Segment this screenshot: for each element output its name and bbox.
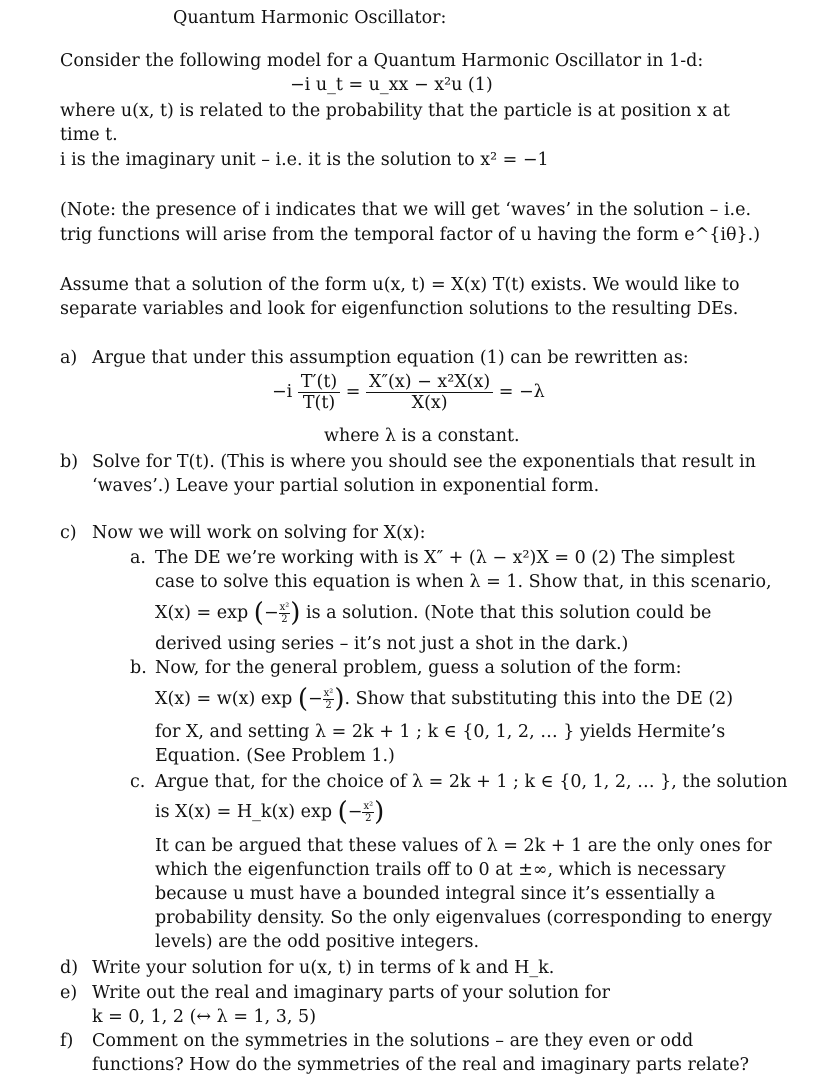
fraction-x xyxy=(366,372,493,413)
sub-b-exp-prefix: X(x) = w(x) exp xyxy=(155,689,293,709)
part-a-label: a) xyxy=(60,348,78,368)
part-b-label: b) xyxy=(60,452,79,472)
sub-c-line-4: which the eigenfunction trails off to 0 at ±∞, which is necessary xyxy=(155,860,726,880)
page-title: Quantum Harmonic Oscillator: xyxy=(173,8,447,28)
fraction-t-numerator: T′(t) xyxy=(298,372,340,393)
sub-c-line-2: is X(x) = H_k(x) exp (− $\frac{\text{x²}}{2}$ ) xyxy=(155,797,385,827)
part-f-line-1: Comment on the symmetries in the solutions – are they even or odd xyxy=(92,1031,694,1051)
gauss-numerator: x² xyxy=(279,602,290,613)
intro-line-3: time t. xyxy=(60,125,118,145)
gauss-numerator: x² xyxy=(363,801,374,812)
part-a-where: where λ is a constant. xyxy=(324,426,520,446)
sub-c-exp-prefix: is X(x) = H_k(x) exp xyxy=(155,802,333,822)
part-a-text: Argue that under this assumption equation (1) can be rewritten as: xyxy=(92,348,689,368)
sub-a-line-4: derived using series – it’s not just a shot in the dark.) xyxy=(155,634,629,654)
sub-b-exp-suffix: . Show that substituting this into the DE (2) xyxy=(344,689,734,709)
gauss-fraction xyxy=(362,801,374,824)
part-e-line-1: Write out the real and imaginary parts of your solution for xyxy=(92,983,611,1003)
intro-line-1: Consider the following model for a Quantum Harmonic Oscillator in 1-d: xyxy=(60,51,704,71)
sub-c-line-5: because u must have a bounded integral since it’s essentially a xyxy=(155,884,716,904)
sub-a-line-2: case to solve this equation is when λ = 1. Show that, in this scenario, xyxy=(155,572,772,592)
eq-prefix: −i xyxy=(272,382,293,402)
gauss-denominator: 2 xyxy=(281,614,288,625)
sub-b-line-2: X(x) = w(x) exp (− $\frac{\text{x²}}{2}$ ). Show that substituting this into the DE (2) xyxy=(155,684,734,714)
part-c-label: c) xyxy=(60,523,77,543)
sub-c-line-1: Argue that, for the choice of λ = 2k + 1 ; k ∈ {0, 1, 2, … }, the solution xyxy=(155,772,788,792)
sub-b-label: b. xyxy=(130,658,147,678)
sub-c-label: c. xyxy=(130,772,146,792)
eq-equals: = xyxy=(345,382,361,402)
sub-c-line-6: probability density. So the only eigenvalues (corresponding to energy xyxy=(155,908,773,928)
sub-c-line-3: It can be argued that these values of λ = 2k + 1 are the only ones for xyxy=(155,836,772,856)
part-b-line-2: ‘waves’.) Leave your partial solution in exponential form. xyxy=(92,476,600,496)
sub-a-label: a. xyxy=(130,548,146,568)
part-e-line-2: k = 0, 1, 2 (↔ λ = 1, 3, 5) xyxy=(92,1007,317,1027)
gauss-fraction xyxy=(279,602,291,625)
fraction-t xyxy=(298,372,340,413)
sub-b-line-1: Now, for the general problem, guess a solution of the form: xyxy=(155,658,682,678)
part-a-equation xyxy=(272,372,545,413)
intro-line-4: i is the imaginary unit – i.e. it is the solution to x² = −1 xyxy=(60,150,549,170)
part-c-intro: Now we will work on solving for X(x): xyxy=(92,523,426,543)
assume-line-2: separate variables and look for eigenfunction solutions to the resulting DEs. xyxy=(60,299,739,319)
part-f-label: f) xyxy=(60,1031,74,1051)
sub-b-line-4: Equation. (See Problem 1.) xyxy=(155,746,395,766)
fraction-t-denominator: T(t) xyxy=(302,393,336,413)
fraction-x-numerator: X″(x) − x²X(x) xyxy=(366,372,493,393)
fraction-x-denominator: X(x) xyxy=(411,393,448,413)
assume-line-1: Assume that a solution of the form u(x, t) = X(x) T(t) exists. We would like to xyxy=(60,275,740,295)
gauss-numerator: x² xyxy=(323,688,334,699)
part-d-text: Write your solution for u(x, t) in terms of k and H_k. xyxy=(92,958,555,978)
intro-line-2: where u(x, t) is related to the probability that the particle is at position x at xyxy=(60,101,730,121)
gauss-fraction xyxy=(323,688,335,711)
sub-a-line-3: X(x) = exp (− $\frac{\text{x²}}{2}$ ) is a solution. (Note that this solution could be xyxy=(155,598,712,628)
sub-a-exp-prefix: X(x) = exp xyxy=(155,603,249,623)
sub-c-line-7: levels) are the odd positive integers. xyxy=(155,932,480,952)
eq-rhs: = −λ xyxy=(498,382,545,402)
sub-b-line-3: for X, and setting λ = 2k + 1 ; k ∈ {0, 1, 2, … } yields Hermite’s xyxy=(155,722,726,742)
note-line-2: trig functions will arise from the temporal factor of u having the form e^{iθ}.) xyxy=(60,225,761,245)
sub-a-exp-suffix: is a solution. (Note that this solution could be xyxy=(300,603,712,623)
gauss-denominator: 2 xyxy=(325,700,332,711)
part-f-line-2: functions? How do the symmetries of the real and imaginary parts relate? xyxy=(92,1055,749,1075)
gauss-denominator: 2 xyxy=(365,813,372,824)
sub-a-line-1: The DE we’re working with is X″ + (λ − x²)X = 0 (2) The simplest xyxy=(155,548,735,568)
equation-1: −i u_t = u_xx − x²u (1) xyxy=(290,75,493,95)
part-b-line-1: Solve for T(t). (This is where you should see the exponentials that result in xyxy=(92,452,756,472)
note-line-1: (Note: the presence of i indicates that we will get ‘waves’ in the solution – i.e. xyxy=(60,200,752,220)
part-e-label: e) xyxy=(60,983,78,1003)
part-d-label: d) xyxy=(60,958,79,978)
